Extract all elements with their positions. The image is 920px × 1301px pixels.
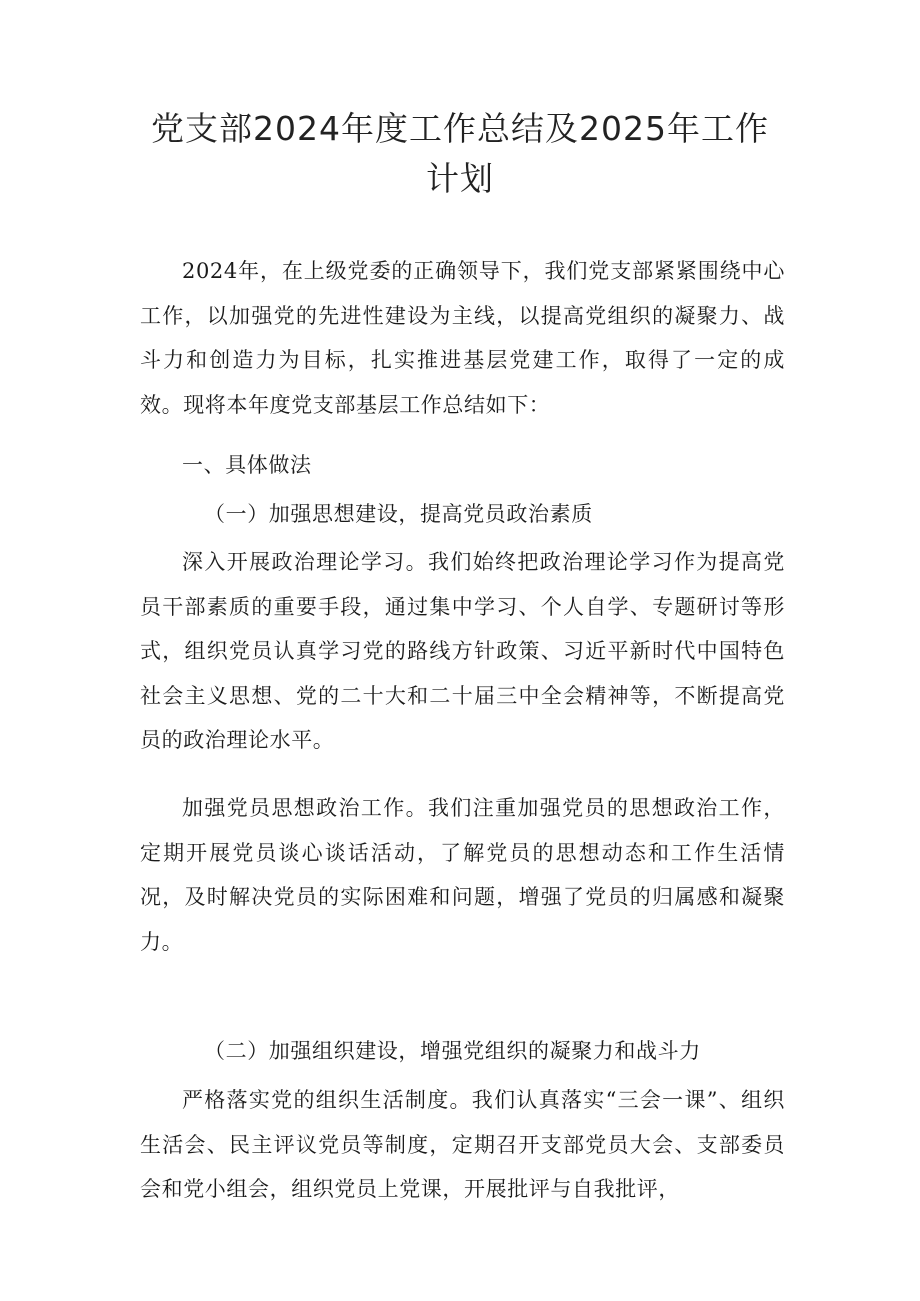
document-title: 党支部2024年度工作总结及2025年工作计划 [151, 109, 769, 198]
subsection-1-paragraph-2: 加强党员思想政治工作。我们注重加强党员的思想政治工作，定期开展党员谈心谈话活动，了解党员的思想动态和工作生活情况，及时解决党员的实际困难和问题，增强了党员的归属感和凝聚力。 [140, 796, 785, 954]
intro-paragraph: 2024年，在上级党委的正确领导下，我们党支部紧紧围绕中心工作，以加强党的先进性建设为主线，以提高党组织的凝聚力、战斗力和创造力为目标，扎实推进基层党建工作，取得了一定的成效。现将本年度党支部基层工作总结如下： [140, 259, 785, 417]
subsection-1-paragraph-1: 深入开展政治理论学习。我们始终把政治理论学习作为提高党员干部素质的重要手段，通过集中学习、个人自学、专题研讨等形式，组织党员认真学习党的路线方针政策、习近平新时代中国特色社会主义思想、党的二十大和二十届三中全会精神等，不断提高党员的政治理论水平。 [140, 550, 785, 752]
section-heading-1: 一、具体做法 [182, 453, 312, 477]
subsection-2-paragraph-1: 严格落实党的组织生活制度。我们认真落实“三会一课”、组织生活会、民主评议党员等制度，定期召开支部党员大会、支部委员会和党小组会，组织党员上党课，开展批评与自我批评， [140, 1088, 785, 1201]
subsection-heading-1: （一）加强思想建设，提高党员政治素质 [204, 502, 593, 526]
subsection-heading-2: （二）加强组织建设，增强党组织的凝聚力和战斗力 [204, 1039, 701, 1063]
